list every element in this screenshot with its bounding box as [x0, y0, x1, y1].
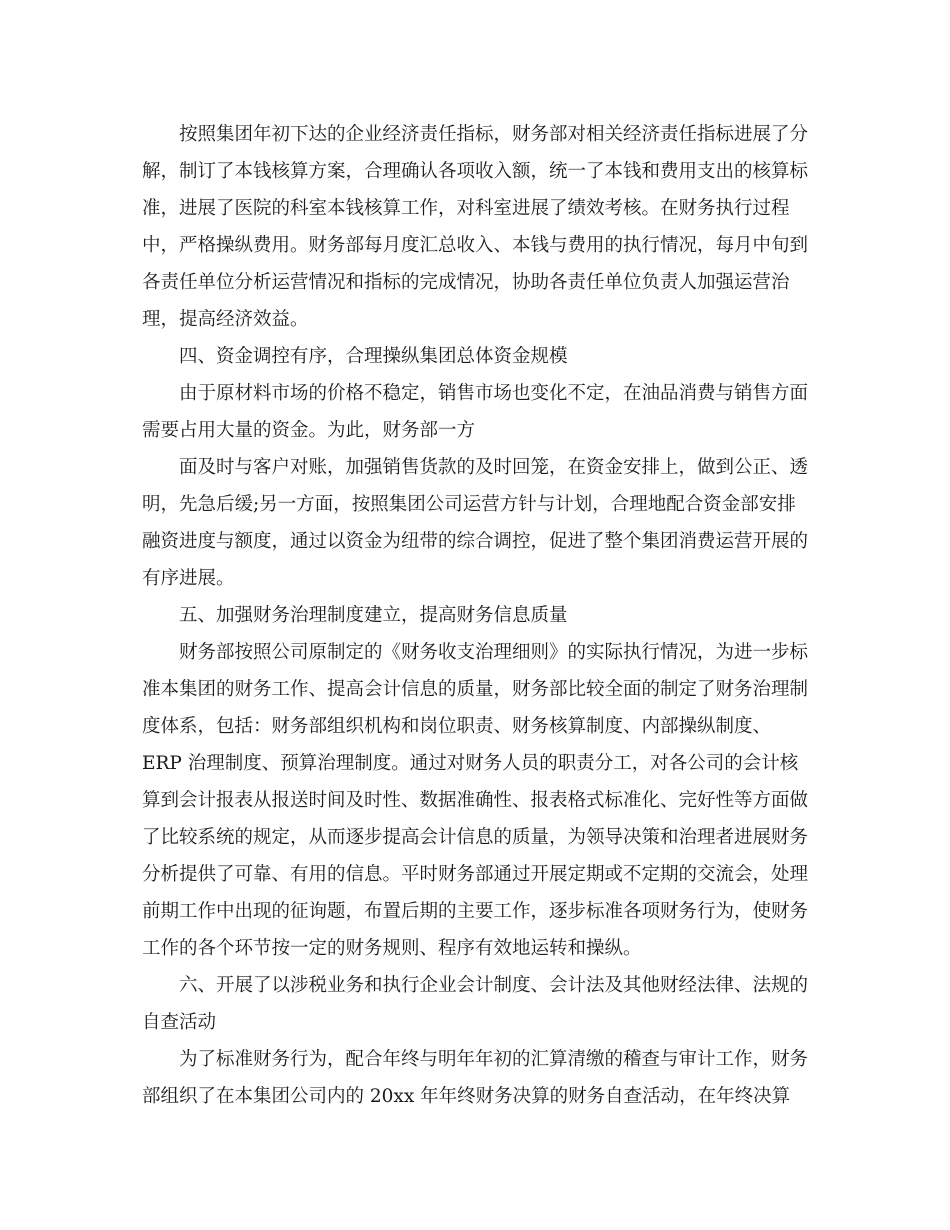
- paragraph-cost-accounting: 按照集团年初下达的企业经济责任指标，财务部对相关经济责任指标进展了分解，制订了本钱核算方案，合理确认各项收入额，统一了本钱和费用支出的核算标准，进展了医院的科室本钱核算工作，对科室进展了绩效考核。在财务执行过程中，严格操纵费用。财务部每月度汇总收入、本钱与费用的执行情况，每月中旬到各责任单位分析运营情况和指标的完成情况，协助各责任单位负责人加强运营治理，提高经济效益。: [142, 124, 809, 330]
- document-body: [142, 116, 810, 1115]
- section-heading-six: 六、开展了以涉税业务和执行企业会计制度、会计法及其他财经法律、法规的自查活动: [142, 975, 809, 1033]
- paragraph-management-system: 财务部按照公司原制定的《财务收支治理细则》的实际执行情况，为进一步标准本集团的财务工作、提高会计信息的质量，财务部比较全面的制定了财务治理制度体系，包括：财务部组织机构和岗位职责、财务核算制度、内部操纵制度、ERP 治理制度、预算治理制度。通过对财务人员的职责分工，对各公司的会计核算到会计报表从报送时间及时性、数据准确性、报表格式标准化、完好性等方面做了比较系统的规定，从而逐步提高会计信息的质量，为领导决策和治理者进展财务分析提供了可靠、有用的信息。平时财务部通过开展定期或不定期的交流会，处理前期工作中出现的征询题，布置后期的主要工作，逐步标准各项财务行为，使财务工作的各个环节按一定的财务规则、程序有效地运转和操纵。: [142, 642, 809, 959]
- paragraph-capital-control: 面及时与客户对账，加强销售货款的及时回笼，在资金安排上，做到公正、透明，先急后缓;另一方面，按照集团公司运营方针与计划，合理地配合资金部安排融资进度与额度，通过以资金为纽带的综合调控，促进了整个集团消费运营开展的有序进展。: [142, 457, 809, 589]
- section-heading-four: 四、资金调控有序，合理操纵集团总体资金规模: [179, 346, 568, 367]
- paragraph-self-inspection: 为了标准财务行为，配合年终与明年年初的汇算清缴的稽查与审计工作，财务部组织了在本集团公司内的 20xx 年年终财务决算的财务自查活动，在年终决算: [142, 1049, 809, 1107]
- paragraph-capital-intro: 由于原材料市场的价格不稳定，销售市场也变化不定，在油品消费与销售方面需要占用大量的资金。为此，财务部一方: [142, 383, 809, 441]
- section-heading-five: 五、加强财务治理制度建立，提高财务信息质量: [179, 605, 568, 626]
